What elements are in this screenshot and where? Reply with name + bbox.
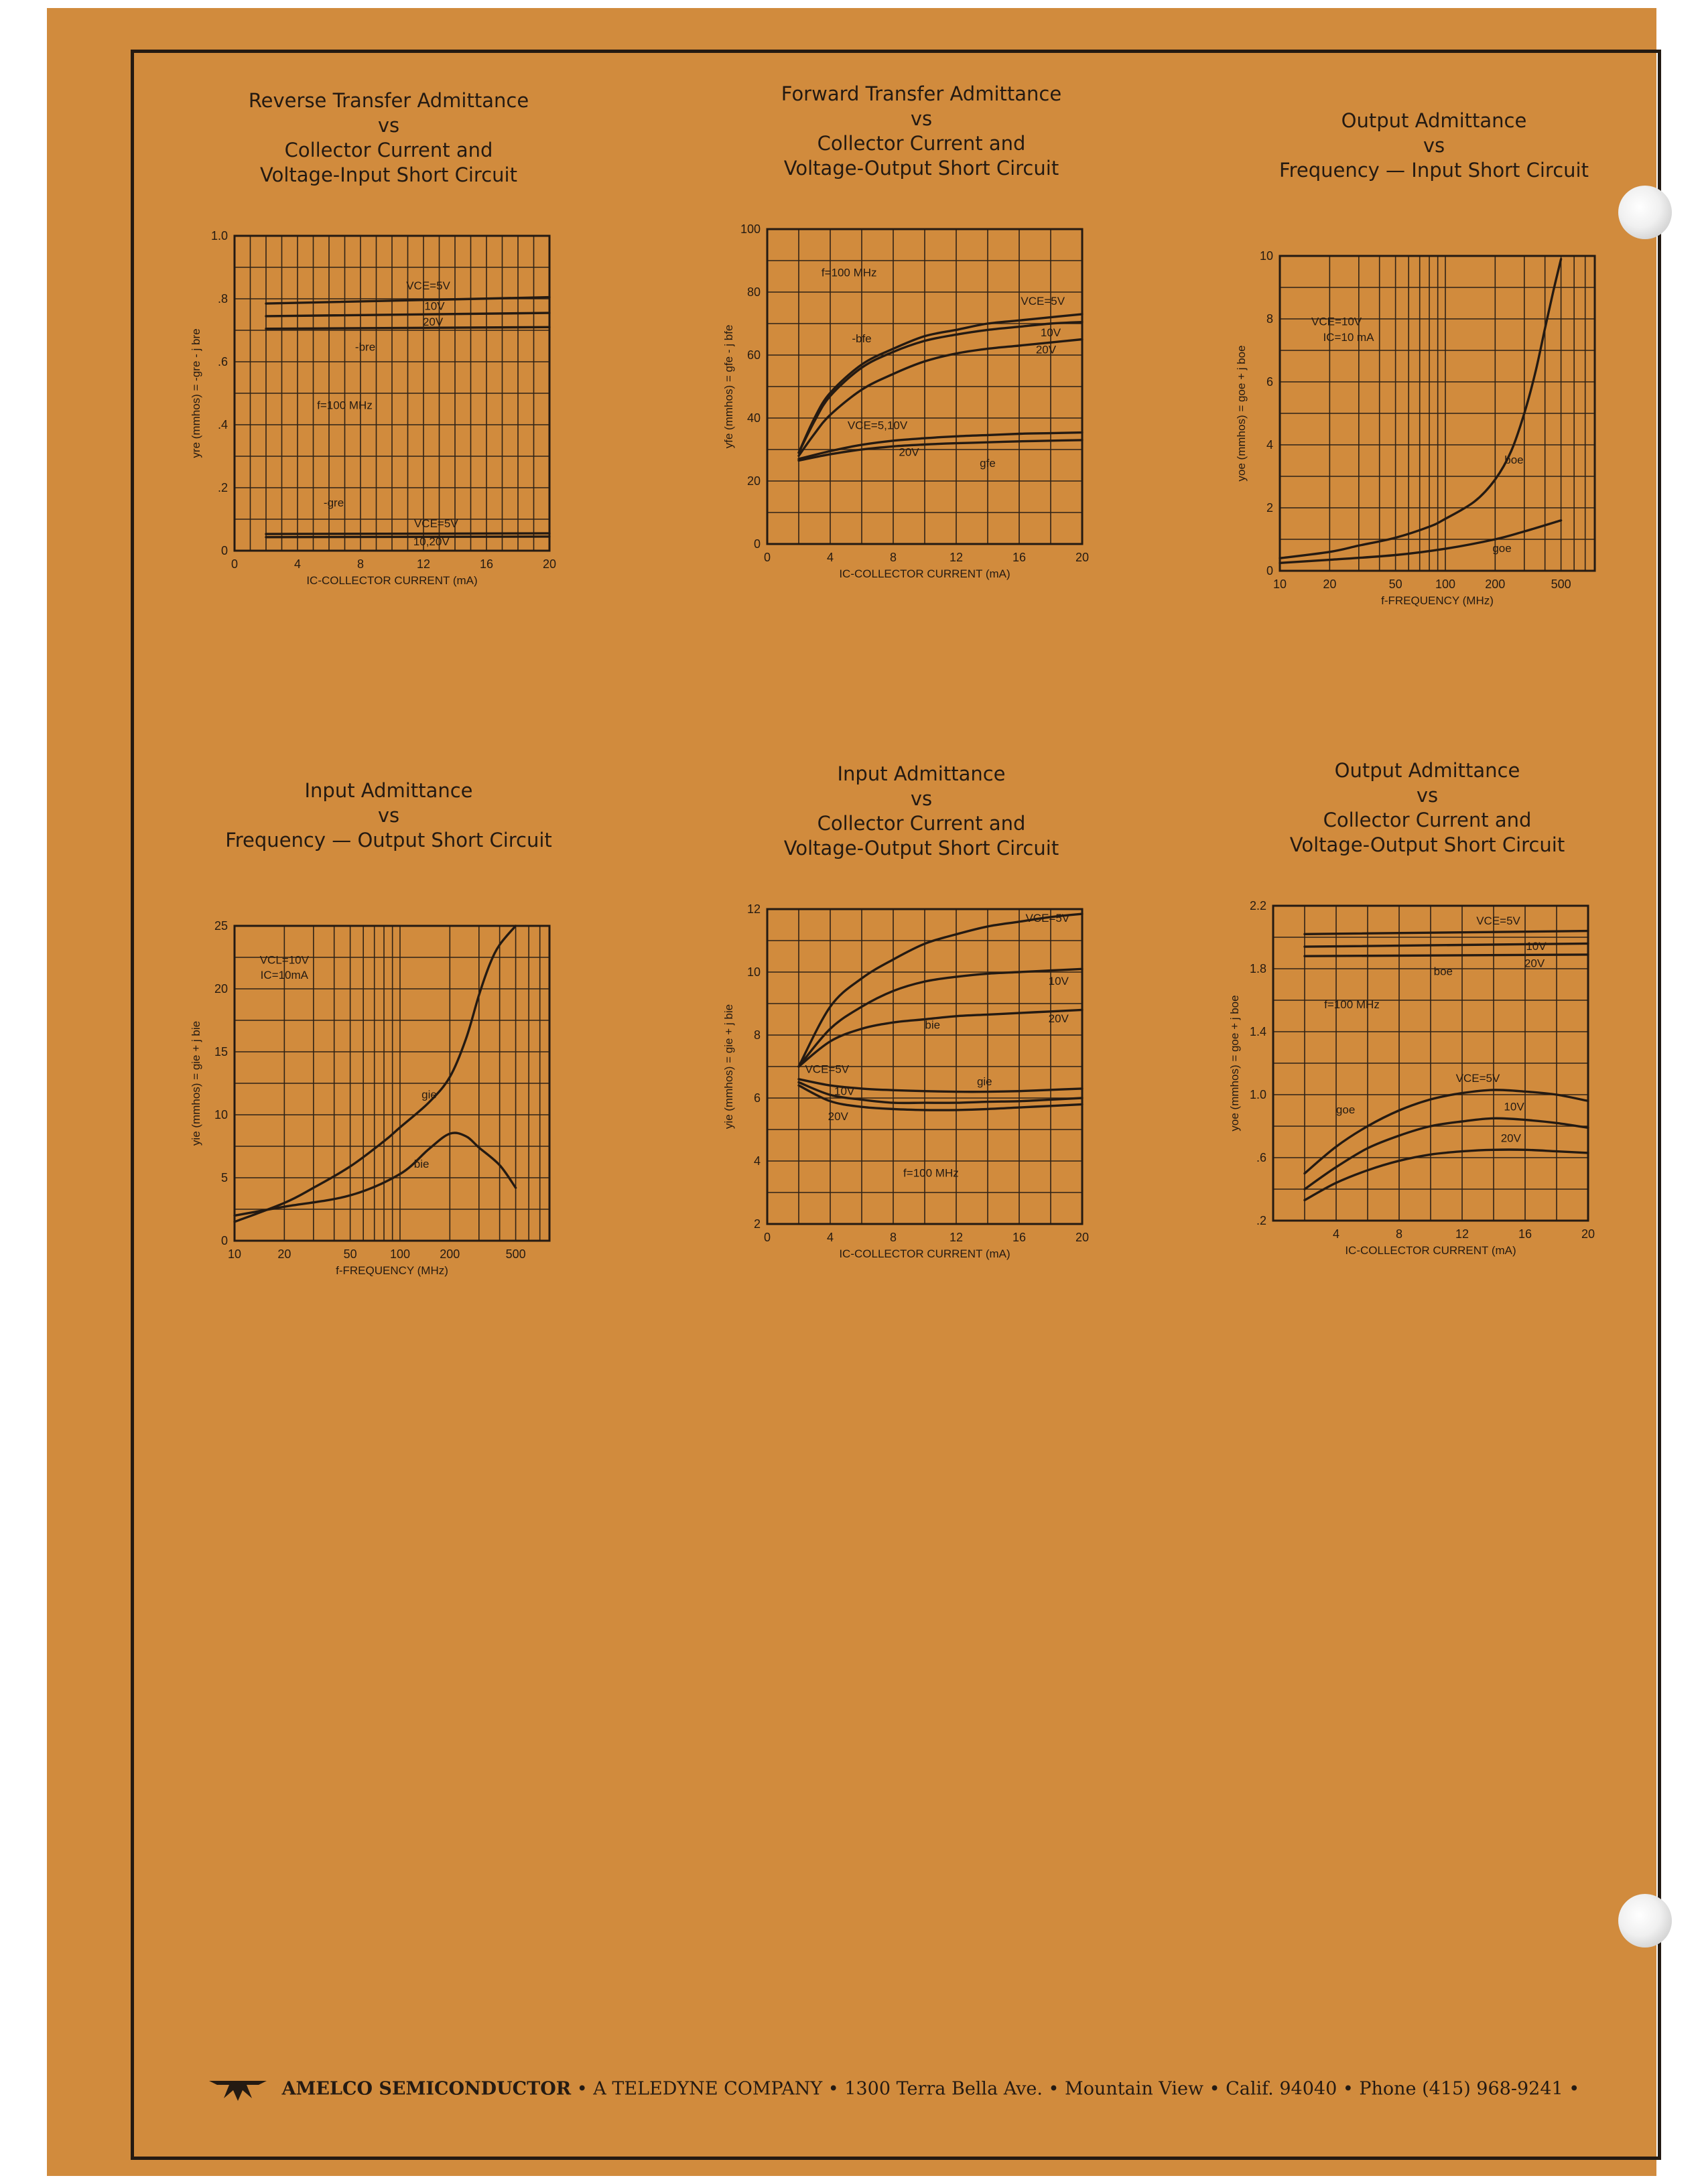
y-axis-label: yre (mmhos) = -gre - j bre (190, 328, 202, 458)
chart-title-line: Voltage-Output Short Circuit (783, 157, 1059, 180)
curve-annotation: boe (1433, 965, 1453, 978)
curve-annotation: goe (1492, 541, 1512, 555)
curve-annotation: 10V (834, 1085, 855, 1098)
chart-plot (680, 209, 1163, 678)
series-line (1305, 955, 1588, 956)
curve-annotation: 20V (1035, 343, 1057, 356)
chart-title-line: Reverse Transfer Admittance (248, 89, 529, 112)
chart-title-line: Frequency — Input Short Circuit (1279, 159, 1589, 182)
chart-title-line: Output Admittance (1341, 109, 1527, 132)
chart-title (680, 82, 1163, 181)
chart-title-line: vs (1423, 134, 1445, 157)
chart-title-line: vs (910, 787, 933, 810)
curve-annotation: 10V (1048, 974, 1069, 987)
x-tick-label: 100 (389, 1247, 410, 1261)
y-tick-label: 8 (1266, 312, 1273, 326)
curve-annotation: -gre (323, 496, 344, 510)
y-tick-label: 1.0 (1249, 1088, 1266, 1101)
x-axis-label: f-FREQUENCY (MHz) (1381, 594, 1494, 607)
x-tick-label: 20 (277, 1247, 291, 1261)
y-tick-label: 5 (220, 1171, 228, 1184)
y-tick-label: 4 (753, 1154, 761, 1168)
y-tick-label: 100 (740, 222, 761, 236)
y-tick-label: 25 (214, 919, 228, 933)
curve-annotation: 20V (1500, 1132, 1521, 1145)
x-tick-label: 20 (1323, 577, 1337, 591)
curve-annotation: VCL=10V (259, 953, 309, 967)
series-line (266, 533, 549, 534)
x-tick-label: 10 (227, 1247, 242, 1261)
chart-title-line: Input Admittance (304, 779, 473, 802)
y-axis-label: yoe (mmhos) = goe + j boe (1228, 995, 1241, 1132)
series-line (266, 327, 549, 328)
x-tick-label: 0 (231, 557, 239, 571)
chart-title-line: Voltage-Output Short Circuit (1289, 833, 1565, 856)
curve-annotation: 20V (422, 315, 444, 328)
chart-title-line: vs (377, 804, 400, 827)
chart-plot (147, 216, 630, 685)
x-tick-label: 4 (826, 551, 834, 564)
y-tick-label: 80 (746, 285, 761, 299)
chart-plot (147, 906, 630, 1375)
curve-annotation: 10V (1040, 326, 1061, 339)
series-line (799, 911, 1082, 1067)
footer (208, 2075, 1580, 2105)
y-axis-label: yoe (mmhos) = goe + j boe (1235, 345, 1248, 482)
company-affiliation: • A TELEDYNE COMPANY • (576, 2078, 839, 2100)
curve-annotation: VCE=5V (1476, 914, 1520, 928)
y-tick-label: .4 (217, 418, 228, 431)
datasheet-page (47, 8, 1656, 2176)
x-tick-label: 20 (1581, 1227, 1595, 1241)
chart-forward-transfer-admittance (680, 82, 1163, 685)
y-tick-label: 0 (753, 537, 761, 551)
x-tick-label: 8 (356, 557, 365, 571)
curve-annotation: VCE=5V (413, 517, 458, 530)
company-address: 1300 Terra Bella Ave. • Mountain View • Calif. 94040 • (844, 2078, 1354, 2100)
y-tick-label: 20 (214, 982, 228, 996)
y-tick-label: .2 (1256, 1214, 1266, 1227)
series-line (266, 313, 549, 316)
chart-title-line: Voltage-Input Short Circuit (260, 163, 517, 186)
x-axis-label: f-FREQUENCY (MHz) (336, 1264, 448, 1277)
chart-title-line: Collector Current and (284, 139, 493, 161)
x-tick-label: 20 (1075, 551, 1090, 564)
curve-annotation: VCE=5,10V (847, 419, 908, 432)
y-tick-label: 6 (753, 1091, 761, 1105)
curve-annotation: VCE=5V (406, 279, 450, 292)
y-tick-label: 10 (214, 1108, 228, 1121)
y-tick-label: 0 (220, 1234, 228, 1247)
chart-output-admittance-current (1186, 758, 1668, 1361)
x-tick-label: 500 (505, 1247, 526, 1261)
y-tick-label: 6 (1266, 375, 1273, 389)
curve-annotation: 10V (1526, 939, 1547, 953)
x-tick-label: 50 (1388, 577, 1402, 591)
curve-annotation: goe (1335, 1103, 1356, 1117)
x-tick-label: 20 (1075, 1231, 1090, 1244)
curve-annotation: IC=10mA (260, 968, 309, 981)
y-tick-label: 0 (220, 544, 228, 557)
y-tick-label: 1.4 (1249, 1025, 1266, 1038)
x-tick-label: 12 (949, 551, 964, 564)
chart-title (680, 762, 1163, 861)
chart-title (147, 778, 630, 853)
chart-title-line: Input Admittance (837, 762, 1006, 785)
x-tick-label: 12 (416, 557, 431, 571)
curve-annotation: VCE=10V (1311, 315, 1362, 328)
y-tick-label: .6 (1256, 1151, 1266, 1164)
chart-title-line: vs (1416, 784, 1439, 807)
series-line (1280, 521, 1561, 563)
curve-annotation: gie (976, 1075, 992, 1089)
y-tick-label: 60 (746, 348, 761, 362)
curve-annotation: f=100 MHz (821, 266, 877, 279)
x-tick-label: 4 (826, 1231, 834, 1244)
curve-annotation: 20V (899, 446, 919, 459)
x-tick-label: 16 (1012, 1231, 1027, 1244)
x-tick-label: 8 (889, 551, 897, 564)
curve-annotation: VCE=5V (1025, 911, 1070, 925)
chart-input-admittance-current (680, 762, 1163, 1365)
chart-title (1186, 758, 1668, 858)
chart-title-line: Collector Current and (817, 812, 1026, 835)
curve-annotation: 10V (1504, 1100, 1524, 1113)
chart-title-line: Output Admittance (1334, 759, 1520, 782)
company-name: AMELCO SEMICONDUCTOR (281, 2078, 572, 2100)
curve-annotation: 10V (424, 299, 445, 313)
y-tick-label: 4 (1266, 438, 1273, 452)
curve-annotation: f=100 MHz (1324, 998, 1380, 1011)
y-tick-label: 2 (1266, 501, 1273, 515)
curve-annotation: 20V (828, 1109, 848, 1123)
y-tick-label: 8 (753, 1028, 761, 1042)
x-tick-label: 20 (542, 557, 557, 571)
series-line (799, 340, 1082, 459)
y-tick-label: .8 (217, 292, 228, 305)
chart-title-line: vs (910, 107, 933, 130)
chart-output-admittance-frequency (1193, 109, 1675, 711)
curve-annotation: 10,20V (413, 535, 450, 549)
curve-annotation: gie (421, 1088, 437, 1101)
curve-annotation: VCE=5V (805, 1063, 850, 1076)
curve-annotation: 20V (1524, 957, 1545, 970)
curve-annotation: VCE=5V (1021, 294, 1065, 308)
chart-reverse-transfer-admittance (147, 88, 630, 691)
x-axis-label: IC-COLLECTOR CURRENT (mA) (1345, 1244, 1516, 1257)
y-axis-label: yie (mmhos) = gie + j bie (722, 1004, 735, 1130)
x-tick-label: 8 (1395, 1227, 1403, 1241)
y-tick-label: 12 (746, 902, 761, 916)
chart-title-line: Collector Current and (1323, 809, 1532, 831)
y-tick-label: 1.8 (1249, 962, 1266, 975)
company-phone: Phone (415) 968-9241 • (1359, 2078, 1580, 2100)
y-tick-label: .6 (217, 355, 228, 368)
chart-title-line: vs (377, 114, 400, 137)
x-tick-label: 4 (1332, 1227, 1340, 1241)
x-tick-label: 100 (1435, 577, 1455, 591)
curve-annotation: IC=10 mA (1323, 330, 1374, 344)
x-tick-label: 12 (949, 1231, 964, 1244)
y-tick-label: 2 (753, 1217, 761, 1231)
x-axis-label: IC-COLLECTOR CURRENT (mA) (839, 567, 1010, 580)
binder-hole-icon (1618, 1894, 1672, 1948)
chart-title (147, 88, 630, 188)
chart-plot (680, 889, 1163, 1358)
series-line (799, 433, 1082, 460)
y-tick-label: 40 (746, 411, 761, 425)
y-tick-label: 10 (1259, 249, 1273, 263)
x-tick-label: 50 (343, 1247, 357, 1261)
chart-title-line: Frequency — Output Short Circuit (225, 829, 552, 851)
x-tick-label: 500 (1551, 577, 1571, 591)
curve-annotation: gfe (980, 456, 996, 470)
curve-annotation: f=100 MHz (903, 1166, 959, 1180)
series-line (1280, 259, 1561, 559)
y-axis-label: yie (mmhos) = gie + j bie (190, 1020, 202, 1146)
y-tick-label: 2.2 (1249, 899, 1266, 912)
x-axis-label: IC-COLLECTOR CURRENT (mA) (839, 1247, 1010, 1260)
chart-title (1193, 109, 1675, 183)
x-axis-label: IC-COLLECTOR CURRENT (mA) (306, 574, 478, 587)
chart-title-line: Forward Transfer Admittance (781, 82, 1062, 105)
x-tick-label: 12 (1455, 1227, 1469, 1241)
chart-title-line: Voltage-Output Short Circuit (783, 837, 1059, 860)
teledyne-logo-icon (208, 2075, 268, 2102)
series-line (799, 440, 1082, 461)
curve-annotation: boe (1504, 454, 1524, 467)
series-line (235, 1133, 516, 1215)
x-tick-label: 8 (889, 1231, 897, 1244)
chart-title-line: Collector Current and (817, 132, 1026, 155)
y-tick-label: 1.0 (210, 229, 228, 243)
curve-annotation: f=100 MHz (317, 399, 373, 412)
curve-annotation: bie (925, 1018, 941, 1032)
x-tick-label: 16 (1518, 1227, 1532, 1241)
x-tick-label: 16 (1012, 551, 1027, 564)
series-line (1305, 931, 1588, 935)
y-tick-label: 0 (1266, 564, 1273, 577)
chart-plot (1193, 236, 1675, 705)
curve-annotation: -bfe (852, 332, 872, 346)
curve-annotation: 20V (1048, 1012, 1069, 1026)
x-tick-label: 4 (293, 557, 302, 571)
y-tick-label: 20 (746, 474, 761, 488)
y-tick-label: 15 (214, 1045, 228, 1059)
y-tick-label: 10 (746, 965, 761, 979)
curve-annotation: bie (413, 1157, 430, 1170)
x-tick-label: 200 (440, 1247, 460, 1261)
x-tick-label: 200 (1485, 577, 1506, 591)
x-tick-label: 0 (763, 1231, 771, 1244)
x-tick-label: 10 (1272, 577, 1287, 591)
y-tick-label: .2 (217, 481, 228, 494)
chart-plot (1186, 886, 1668, 1355)
x-tick-label: 0 (763, 551, 771, 564)
curve-annotation: -bre (354, 340, 376, 354)
y-axis-label: yfe (mmhos) = gfe - j bfe (722, 324, 735, 449)
chart-input-admittance-frequency (147, 778, 630, 1381)
curve-annotation: VCE=5V (1455, 1072, 1500, 1085)
x-tick-label: 16 (479, 557, 494, 571)
